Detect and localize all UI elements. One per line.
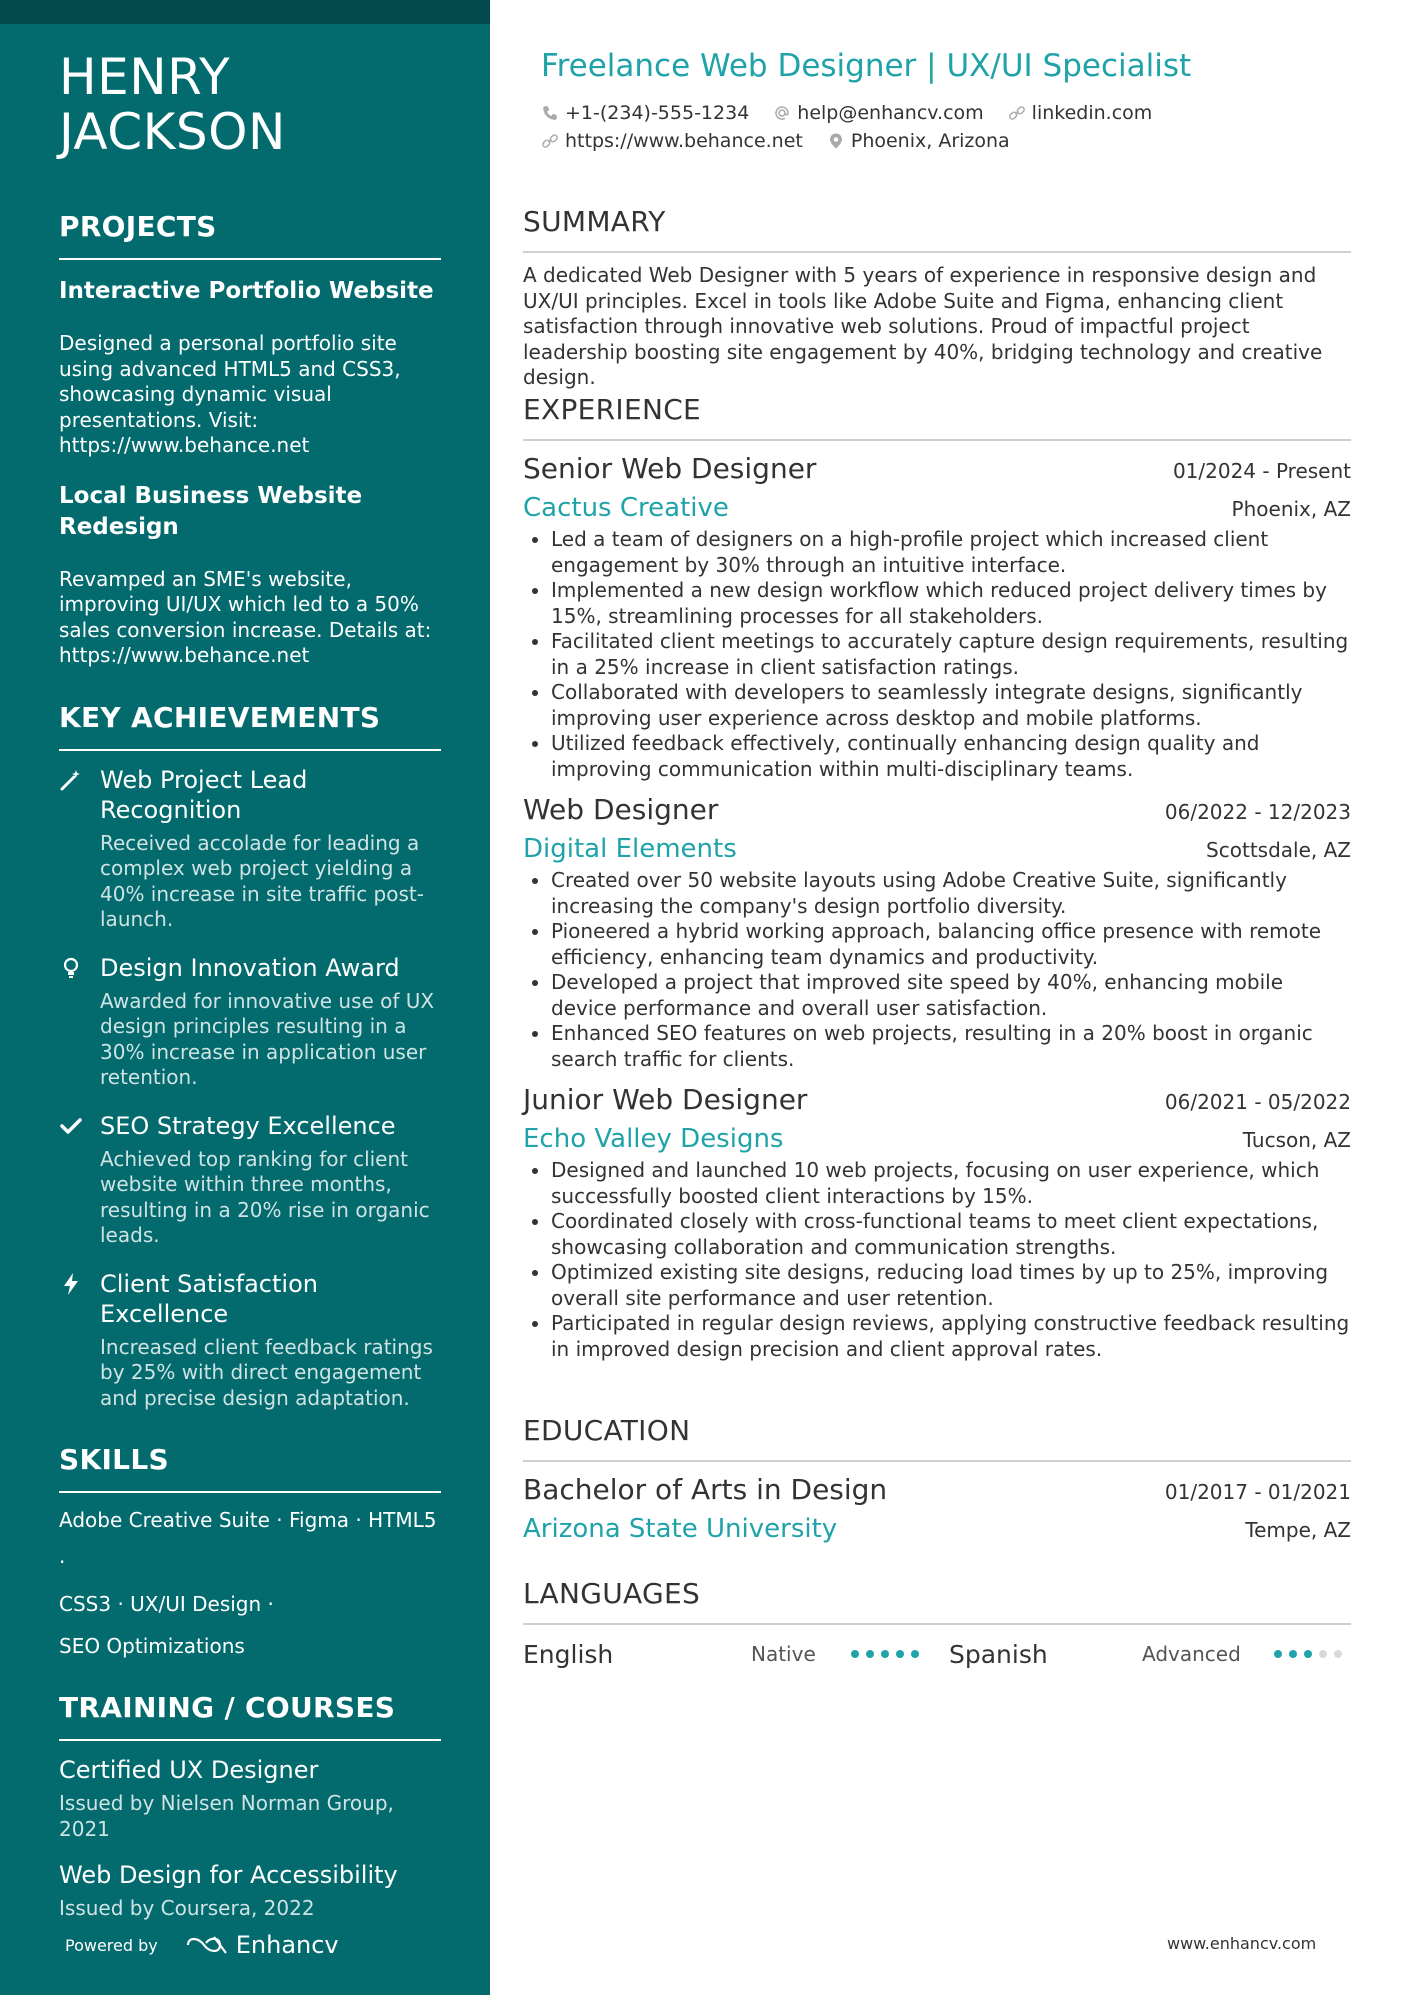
job-dates: 06/2022 - 12/2023 [1164, 800, 1351, 824]
website-text: https://www.behance.net [565, 130, 803, 152]
link-icon [541, 132, 559, 150]
achievements-heading: KEY ACHIEVEMENTS [59, 701, 441, 751]
bullet: • Enhanced SEO features on web projects, resulting in a 20% boost in organic search traffic for clients. [551, 1021, 1351, 1072]
job-bullets [523, 527, 1351, 782]
linkedin-text: linkedin.com [1031, 102, 1153, 124]
achievement-title: SEO Strategy Excellence [100, 1111, 396, 1140]
first-name: HENRY [59, 48, 231, 106]
lightbulb-icon [59, 955, 83, 981]
achievement-item [59, 1111, 441, 1249]
project-title: Local Business Website Redesign [59, 482, 363, 540]
project-description: Designed a personal portfolio site using advanced HTML5 and CSS3, showcasing dynamic visual presentations. Visit: https://www.behance.net [59, 331, 401, 457]
training-section [59, 1691, 441, 1922]
job-location: Phoenix, AZ [1231, 497, 1351, 521]
language-name: Spanish [949, 1639, 1048, 1669]
bullet: • Collaborated with developers to seamlessly integrate designs, significantly improving user experience across desktop and mobile platforms. [551, 680, 1351, 731]
training-heading: TRAINING / COURSES [59, 1691, 441, 1741]
headline: Freelance Web Designer | UX/UI Specialist [541, 48, 1192, 84]
bullet: • Optimized existing site designs, reducing load times by up to 25%, improving overall site performance and user retention. [551, 1260, 1351, 1311]
course-title: Web Design for Accessibility [59, 1861, 398, 1889]
summary-text: A dedicated Web Designer with 5 years of experience in responsive design and UX/UI principles. Excel in tools like Adobe Suite and Figma, enhancing client satisfaction through innovative web solutions. Proud of impactful project leadership boosting site engagement by 40%, bridging technology and creative design. [523, 263, 1323, 389]
sidebar [0, 0, 490, 1995]
education-heading: EDUCATION [523, 1414, 1351, 1462]
education-dates: 01/2017 - 01/2021 [1164, 1480, 1351, 1504]
company-name: Echo Valley Designs [523, 1124, 784, 1154]
achievement-title: Web Project Lead Recognition [100, 765, 308, 824]
rating-dot [1319, 1650, 1327, 1658]
linkedin-contact[interactable] [1008, 102, 1153, 124]
location-pin-icon [827, 132, 845, 150]
job-location: Tucson, AZ [1242, 1128, 1351, 1152]
school-name: Arizona State University [523, 1514, 838, 1544]
enhancv-brand: Enhancv [235, 1931, 339, 1959]
company-name: Cactus Creative [523, 493, 729, 523]
rating-dot [896, 1650, 904, 1658]
job-dates: 06/2021 - 05/2022 [1164, 1090, 1351, 1114]
skills-list [59, 1499, 441, 1667]
rating-dot [881, 1650, 889, 1658]
bullet: • Implemented a new design workflow which reduced project delivery times by 15%, streamlining processes for all stakeholders. [551, 578, 1351, 629]
project-description: Revamped an SME's website, improving UI/UX which led to a 50% sales conversion increase. Details at: https://www.behance.net [59, 566, 432, 667]
email-contact[interactable] [773, 102, 983, 124]
bullet: • Pioneered a hybrid working approach, balancing office presence with remote efficiency, enhancing team dynamics and productivity. [551, 919, 1351, 970]
phone-contact[interactable] [541, 102, 749, 124]
course-title: Certified UX Designer [59, 1756, 319, 1784]
company-name: Digital Elements [523, 834, 737, 864]
summary-heading: SUMMARY [523, 205, 1351, 253]
job-title: Junior Web Designer [523, 1083, 808, 1116]
contact-info [541, 99, 1351, 155]
location-text: Phoenix, Arizona [850, 130, 1010, 152]
achievement-title: Client Satisfaction Excellence [100, 1269, 318, 1328]
languages-row [523, 1637, 1351, 1671]
phone-icon [541, 104, 559, 122]
languages-section [523, 1577, 1351, 1671]
projects-section [59, 210, 441, 669]
at-icon [773, 104, 791, 122]
job-entry [523, 449, 1351, 782]
checkmark-icon [59, 1113, 83, 1139]
school-location: Tempe, AZ [1245, 1518, 1351, 1542]
rating-dot [1334, 1650, 1342, 1658]
rating-dot [1289, 1650, 1297, 1658]
project-title: Interactive Portfolio Website [59, 278, 434, 304]
phone-text: +1-(234)-555-1234 [565, 102, 750, 124]
bullet: • Participated in regular design reviews, applying constructive feedback resulting in improved design precision and client approval rates. [551, 1311, 1351, 1362]
skills-heading: SKILLS [59, 1443, 441, 1493]
experience-section [523, 393, 1351, 1362]
footer-url[interactable]: www.enhancv.com [1167, 1934, 1317, 1953]
course-issuer: Issued by Nielsen Norman Group, 2021 [59, 1791, 394, 1841]
skills-line: SEO Optimizations [59, 1634, 245, 1658]
location-contact [827, 130, 1010, 152]
job-location: Scottsdale, AZ [1206, 838, 1351, 862]
job-bullets [523, 1158, 1351, 1362]
education-section [523, 1414, 1351, 1548]
website-contact[interactable] [541, 130, 803, 152]
bullet: • Led a team of designers on a high-profile project which increased client engagement by 30% through an intuitive interface. [551, 527, 1351, 578]
lightning-icon [59, 1271, 83, 1297]
achievement-description: Increased client feedback ratings by 25% with direct engagement and precise design adaptation. [100, 1334, 433, 1410]
rating-dot [1274, 1650, 1282, 1658]
bullet: • Created over 50 website layouts using Adobe Creative Suite, significantly increasing the company's design portfolio diversity. [551, 868, 1351, 919]
rating-dot [911, 1650, 919, 1658]
achievement-item [59, 765, 441, 933]
candidate-name [59, 50, 441, 160]
languages-heading: LANGUAGES [523, 1577, 1351, 1625]
bullet: • Facilitated client meetings to accurately capture design requirements, resulting in a 25% increase in client satisfaction ratings. [551, 629, 1351, 680]
rating-dot [866, 1650, 874, 1658]
skills-line: Adobe Creative Suite · Figma · HTML5 · [59, 1508, 437, 1574]
language-rating [1274, 1650, 1342, 1658]
bullet: • Coordinated closely with cross-functional teams to meet client expectations, showcasing collaboration and communication strengths. [551, 1209, 1351, 1260]
job-title: Senior Web Designer [523, 452, 817, 485]
magic-wand-icon [59, 767, 83, 793]
course-issuer: Issued by Coursera, 2022 [59, 1896, 315, 1920]
education-entry [523, 1470, 1351, 1548]
powered-by [65, 1931, 339, 1959]
skills-line: CSS3 · UX/UI Design · [59, 1592, 274, 1616]
powered-by-label: Powered by [65, 1935, 158, 1955]
job-entry [523, 1080, 1351, 1362]
enhancv-logo[interactable] [184, 1931, 339, 1959]
language-level: Native [751, 1642, 816, 1666]
experience-heading: EXPERIENCE [523, 393, 1351, 441]
achievement-description: Awarded for innovative use of UX design principles resulting in a 30% increase in application user retention. [100, 988, 435, 1089]
bullet: • Designed and launched 10 web projects, focusing on user experience, which successfully boosted client interactions by 15%. [551, 1158, 1351, 1209]
degree: Bachelor of Arts in Design [523, 1473, 888, 1506]
job-title: Web Designer [523, 793, 719, 826]
email-text: help@enhancv.com [797, 102, 984, 124]
last-name: JACKSON [59, 103, 286, 161]
achievement-item [59, 1269, 441, 1412]
job-entry [523, 790, 1351, 1072]
language-rating [851, 1650, 949, 1658]
rating-dot [1304, 1650, 1312, 1658]
job-dates: 01/2024 - Present [1172, 459, 1351, 483]
link-icon [1008, 104, 1026, 122]
rating-dot [851, 1650, 859, 1658]
summary-section [523, 205, 1351, 391]
skills-section [59, 1443, 441, 1667]
job-bullets [523, 868, 1351, 1072]
achievement-item [59, 953, 441, 1091]
achievement-description: Achieved top ranking for client website within three months, resulting in a 20% rise in organic leads. [100, 1146, 430, 1247]
projects-heading: PROJECTS [59, 210, 441, 260]
achievements-section [59, 701, 441, 1412]
achievement-title: Design Innovation Award [100, 953, 400, 982]
achievement-description: Received accolade for leading a complex web project yielding a 40% increase in site traffic post-launch. [100, 830, 424, 931]
bullet: • Utilized feedback effectively, continually enhancing design quality and improving communication within multi-disciplinary teams. [551, 731, 1351, 782]
bullet: • Developed a project that improved site speed by 40%, enhancing mobile device performance and overall user satisfaction. [551, 970, 1351, 1021]
enhancv-logo-icon [184, 1933, 230, 1957]
language-name: English [523, 1639, 614, 1669]
sidebar-top-bar [0, 0, 490, 24]
language-level: Advanced [1142, 1642, 1241, 1666]
